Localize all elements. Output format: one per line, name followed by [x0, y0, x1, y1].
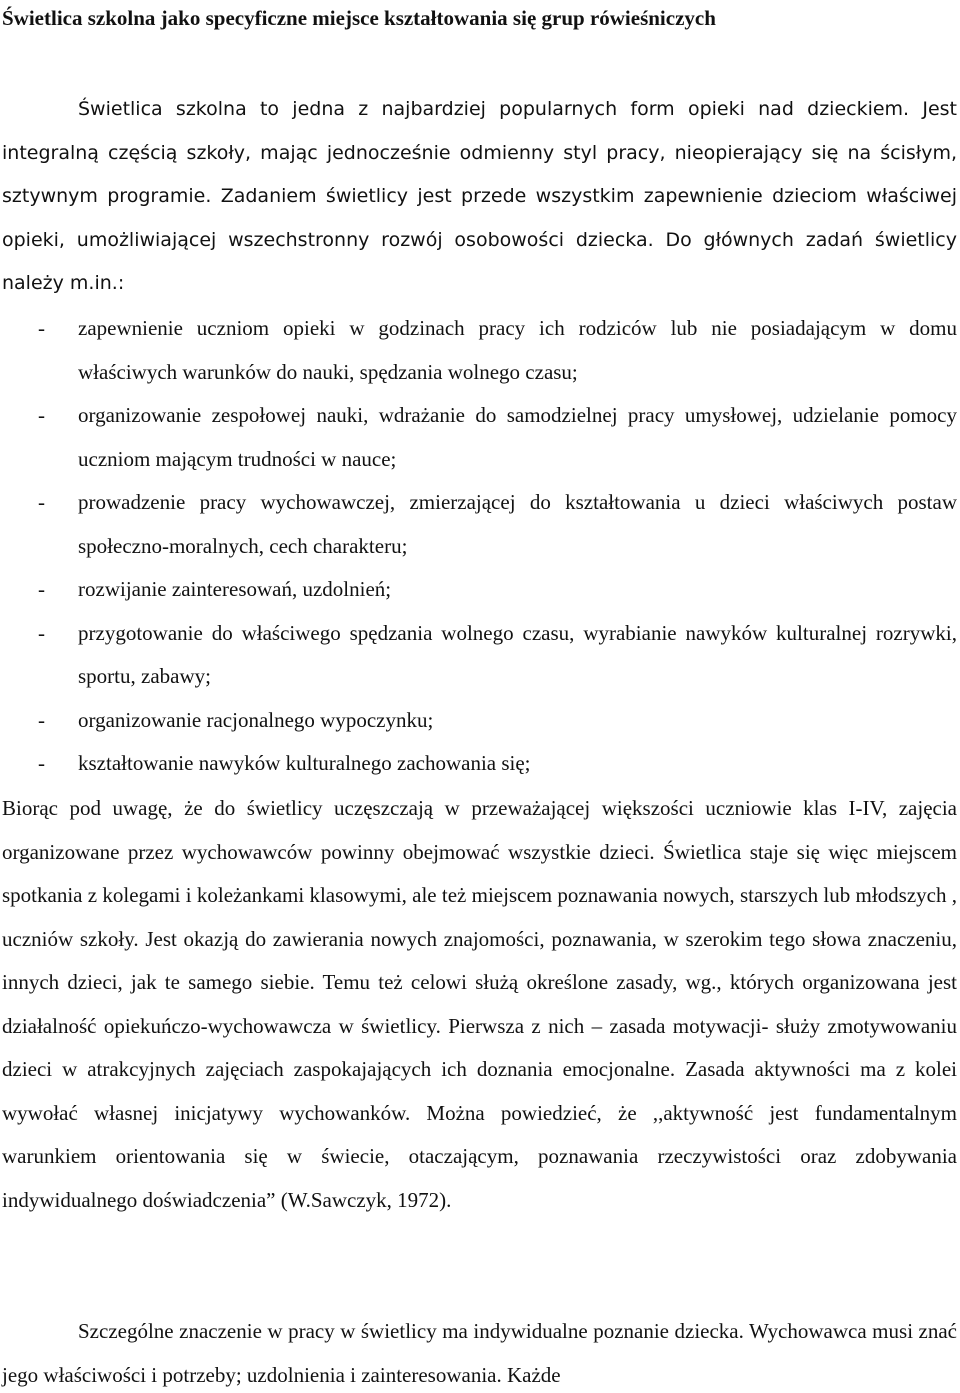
- list-item: [2, 481, 957, 568]
- list-item-text: organizowanie racjonalnego wypoczynku;: [78, 707, 434, 732]
- list-item: [2, 699, 957, 743]
- list-item: [2, 307, 957, 394]
- list-item-text: kształtowanie nawyków kulturalnego zachowania się;: [78, 751, 531, 775]
- list-dash: -: [38, 577, 45, 601]
- list-item-text: przygotowanie do właściwego spędzania wolnego czasu, wyrabianie nawyków kulturalnej rozrywki, sportu, zabawy;: [78, 620, 957, 688]
- list-dash: -: [38, 751, 45, 775]
- list-item: [2, 612, 957, 699]
- tasks-list: [2, 307, 957, 786]
- list-item-text: zapewnienie uczniom opieki w godzinach pracy ich rodziców lub nie posiadającym w domu właściwych warunków do nauki, spędzania wolnego czasu;: [78, 316, 957, 384]
- list-dash: -: [38, 316, 45, 340]
- document-title: Świetlica szkolna jako specyficzne miejsce kształtowania się grup rówieśniczych: [2, 6, 716, 30]
- last-paragraph: Szczególne znaczenie w pracy w świetlicy ma indywidualne poznanie dziecka. Wychowawca musi znać jego właściwości i potrzeby; uzdolnienia i zainteresowania. Każde: [2, 1319, 957, 1387]
- list-item-text: prowadzenie pracy wychowawczej, zmierzającej do kształtowania u dzieci właściwych postaw społeczno-moralnych, cech charakteru;: [78, 490, 957, 558]
- list-item: [2, 568, 957, 612]
- list-item-text: organizowanie zespołowej nauki, wdrażanie do samodzielnej pracy umysłowej, udzielanie pomocy uczniom mającym trudności w nauce;: [78, 403, 957, 471]
- list-dash: -: [38, 620, 45, 645]
- intro-paragraph: Świetlica szkolna to jedna z najbardziej popularnych form opieki nad dzieckiem. Jest integralną częścią szkoły, mając jednocześnie odmienny styl pracy, nieopierający się na ścisłym, sztywnym programie. Zadaniem świetlicy jest przede wszystkim zapewnienie dzieciom właściwej opieki, umożliwiającej wszechstronny rozwój osobowości dziecka. Do głównych zadań świetlicy należy m.in.:: [2, 98, 957, 294]
- list-item: [2, 742, 957, 786]
- list-item-text: rozwijanie zainteresowań, uzdolnień;: [78, 577, 392, 601]
- main-paragraph: Biorąc pod uwagę, że do świetlicy uczęszczają w przeważającej większości uczniowie klas I-IV, zajęcia organizowane przez wychowawców powinny obejmować wszystkie dzieci. Świetlica staje się więc miejscem spotkania z kolegami i koleżankami klasowymi, ale też miejscem poznawania nowych, starszych lub młodszych , uczniów szkoły. Jest okazją do zawierania nowych znajomości, poznawania, w szerokim tego słowa znaczeniu, innych dzieci, jak te samego siebie. Temu też celowi służą określone zasady, wg., których organizowana jest działalność opiekuńczo-wychowawcza w świetlicy. Pierwsza z nich – zasada motywacji- służy zmotywowaniu dzieci w atrakcyjnych zajęciach zaspokajających ich doznania emocjonalne. Zasada aktywności ma z kolei wywołać własnej inicjatywy wychowanków. Można powiedzieć, że ,,aktywność jest fundamentalnym warunkiem orientowania się w świecie, otaczającym, poznawania rzeczywistości oraz zdobywania indywidualnego doświadczenia” (W.Sawczyk, 1972).: [2, 796, 957, 1212]
- list-dash: -: [38, 490, 45, 514]
- list-dash: -: [38, 707, 45, 732]
- list-dash: -: [38, 403, 45, 427]
- list-item: [2, 394, 957, 481]
